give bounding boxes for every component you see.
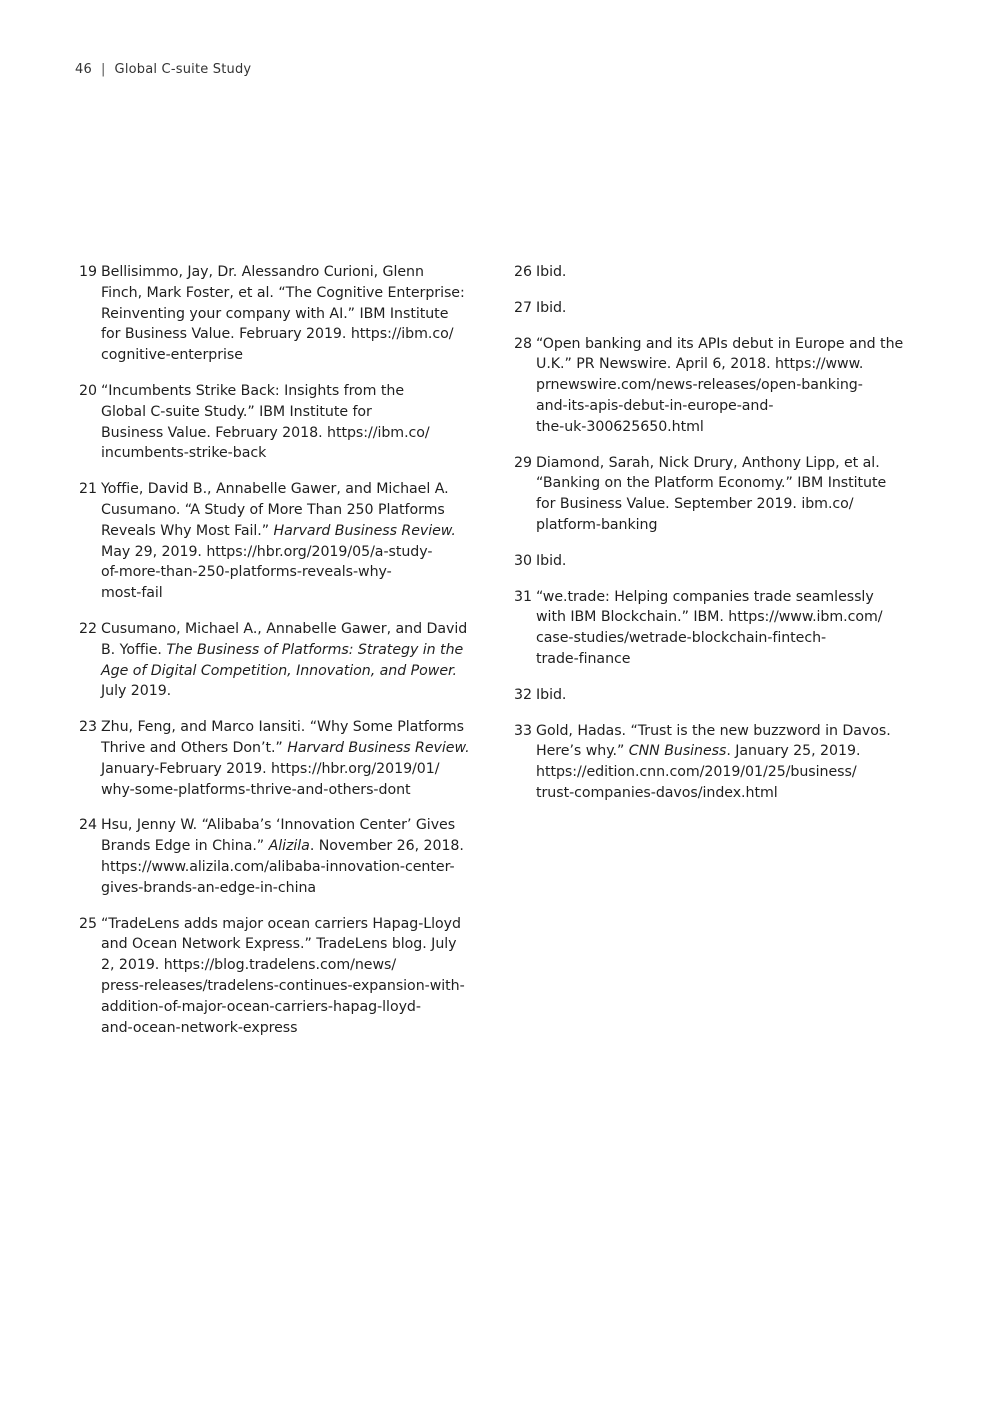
endnote-line: Finch, Mark Foster, et al. “The Cognitive Enterprise: (101, 284, 465, 301)
endnote-link[interactable]: case-studies/wetrade-blockchain-fintech- (536, 630, 827, 647)
endnote-text (101, 381, 470, 464)
header-separator: | (100, 62, 106, 77)
endnote-line: and Ocean Network Express.” TradeLens blog. July (101, 936, 457, 953)
endnote-number: 33 (514, 722, 532, 739)
endnote-text (536, 721, 910, 804)
endnote-link[interactable]: and-ocean-network-express (101, 1019, 298, 1036)
endnote-link[interactable]: the-uk-300625650.html (536, 418, 704, 435)
endnote-link[interactable]: https://edition.cnn.com/2019/01/25/business/ (536, 764, 857, 781)
endnote-line: “Incumbents Strike Back: Insights from the (101, 382, 405, 399)
endnote-text (101, 479, 470, 604)
publication-title: Global C-suite Study (114, 62, 252, 77)
endnote-link[interactable]: cognitive-enterprise (101, 347, 243, 364)
endnote-28 (510, 334, 910, 438)
endnote-text (101, 717, 470, 800)
endnote-line: Diamond, Sarah, Nick Drury, Anthony Lipp, et al. (536, 454, 880, 471)
endnote-33 (510, 721, 910, 804)
endnote-line: “TradeLens adds major ocean carriers Hapag-Lloyd (101, 915, 461, 932)
endnote-line: Ibid. (536, 264, 567, 280)
endnote-text (101, 914, 470, 1039)
endnote-book-title: The Business of Platforms: Strategy in the (166, 641, 464, 658)
endnote-journal-title: Harvard Business Review. (287, 739, 470, 756)
endnotes-left-column (75, 262, 470, 1053)
endnote-number: 27 (514, 299, 532, 316)
endnote-number: 26 (514, 264, 532, 280)
endnote-text (536, 551, 910, 572)
endnote-number: 24 (79, 817, 97, 834)
endnote-line: Gold, Hadas. “Trust is the new buzzword in Davos. (536, 722, 891, 739)
endnote-line: Ibid. (536, 299, 567, 316)
endnote-line: Ibid. (536, 686, 567, 703)
endnote-link[interactable]: addition-of-major-ocean-carriers-hapag-lloyd- (101, 998, 421, 1015)
endnote-link[interactable]: incumbents-strike-back (101, 445, 267, 462)
endnote-number: 21 (79, 481, 97, 498)
endnote-text (536, 453, 910, 536)
endnote-number: 19 (79, 264, 97, 280)
endnote-22 (75, 619, 470, 702)
endnote-line: Global C-suite Study.” IBM Institute for (101, 403, 372, 420)
endnote-link[interactable]: with IBM Blockchain.” IBM. https://www.ibm.com/ (536, 609, 883, 626)
endnote-31 (510, 587, 910, 670)
endnote-book-title: Age of Digital Competition, Innovation, and Power. (101, 662, 457, 679)
endnote-publication-title: Alizila (268, 838, 310, 855)
endnote-21 (75, 479, 470, 604)
endnote-publication-title: CNN Business (628, 743, 727, 760)
page-header (75, 62, 251, 77)
endnote-line: Cusumano, Michael A., Annabelle Gawer, and David (101, 620, 468, 637)
endnote-line: Zhu, Feng, and Marco Iansiti. “Why Some Platforms (101, 719, 465, 736)
endnote-link[interactable]: prnewswire.com/news-releases/open-banking- (536, 377, 863, 394)
endnote-line: Hsu, Jenny W. “Alibaba’s ‘Innovation Center’ Gives (101, 817, 456, 834)
endnote-text (101, 815, 470, 898)
endnote-text (536, 334, 910, 438)
endnote-30 (510, 551, 910, 572)
endnote-line: B. Yoffie. (101, 641, 167, 658)
endnote-text (101, 262, 470, 366)
endnotes-right-column (510, 262, 910, 819)
endnote-29 (510, 453, 910, 536)
endnote-number: 30 (514, 552, 532, 569)
endnote-link[interactable]: for Business Value. February 2019. https://ibm.co/ (101, 326, 454, 343)
endnote-link[interactable]: Business Value. February 2018. https://ibm.co/ (101, 424, 430, 441)
endnote-25 (75, 914, 470, 1039)
endnote-line: Cusumano. “A Study of More Than 250 Platforms (101, 501, 445, 518)
endnote-journal-title: Harvard Business Review. (273, 522, 456, 539)
endnote-27 (510, 298, 910, 319)
endnote-line: Thrive and Others Don’t.” (101, 739, 288, 756)
endnote-line: . November 26, 2018. (309, 838, 464, 855)
endnote-text (536, 587, 910, 670)
endnote-link[interactable]: https://www.alizila.com/alibaba-innovation-center- (101, 858, 455, 875)
endnote-text (536, 685, 910, 706)
endnote-link[interactable]: trade-finance (536, 650, 631, 667)
endnote-link[interactable]: gives-brands-an-edge-in-china (101, 879, 317, 896)
endnote-link[interactable]: for Business Value. September 2019. ibm.co/ (536, 496, 854, 513)
page-number: 46 (75, 62, 92, 77)
endnote-26 (510, 262, 910, 283)
endnote-line: “we.trade: Helping companies trade seamlessly (536, 588, 874, 605)
endnote-number: 29 (514, 454, 532, 471)
endnote-number: 22 (79, 620, 97, 637)
endnote-link[interactable]: U.K.” PR Newswire. April 6, 2018. https://www. (536, 356, 864, 373)
endnote-line: . January 25, 2019. (726, 743, 861, 760)
endnote-link[interactable]: platform-banking (536, 516, 658, 533)
endnote-line: Bellisimmo, Jay, Dr. Alessandro Curioni, Glenn (101, 264, 424, 280)
endnote-line: July 2019. (101, 683, 172, 700)
endnote-number: 32 (514, 686, 532, 703)
endnote-number: 25 (79, 915, 97, 932)
endnote-line: Reinventing your company with AI.” IBM Institute (101, 305, 449, 322)
endnote-number: 23 (79, 719, 97, 736)
endnote-link[interactable]: January-February 2019. https://hbr.org/2019/01/ (101, 760, 440, 777)
endnote-32 (510, 685, 910, 706)
endnote-line: Reveals Why Most Fail.” (101, 522, 274, 539)
endnote-line: Ibid. (536, 552, 567, 569)
endnote-number: 31 (514, 588, 532, 605)
endnote-number: 28 (514, 335, 532, 352)
endnote-line: “Open banking and its APIs debut in Europe and the (536, 335, 904, 352)
endnote-link[interactable]: May 29, 2019. https://hbr.org/2019/05/a-study- (101, 543, 433, 560)
endnote-line: “Banking on the Platform Economy.” IBM Institute (536, 475, 887, 492)
endnote-link[interactable]: trust-companies-davos/index.html (536, 784, 778, 801)
endnote-19 (75, 262, 470, 366)
endnote-line: Yoffie, David B., Annabelle Gawer, and Michael A. (101, 481, 449, 498)
endnote-line: Brands Edge in China.” (101, 838, 269, 855)
endnote-link[interactable]: most-fail (101, 585, 163, 602)
endnote-line: Here’s why.” (536, 743, 629, 760)
endnote-23 (75, 717, 470, 800)
endnote-20 (75, 381, 470, 464)
endnote-text (101, 619, 470, 702)
endnote-link[interactable]: press-releases/tradelens-continues-expansion-with- (101, 977, 465, 994)
endnote-number: 20 (79, 382, 97, 399)
endnote-link[interactable]: of-more-than-250-platforms-reveals-why- (101, 564, 392, 581)
endnote-link[interactable]: and-its-apis-debut-in-europe-and- (536, 397, 774, 414)
endnote-text (536, 298, 910, 319)
endnote-link[interactable]: why-some-platforms-thrive-and-others-dont (101, 781, 411, 798)
endnote-text (536, 262, 910, 283)
endnote-24 (75, 815, 470, 898)
endnote-link[interactable]: 2, 2019. https://blog.tradelens.com/news/ (101, 957, 397, 974)
